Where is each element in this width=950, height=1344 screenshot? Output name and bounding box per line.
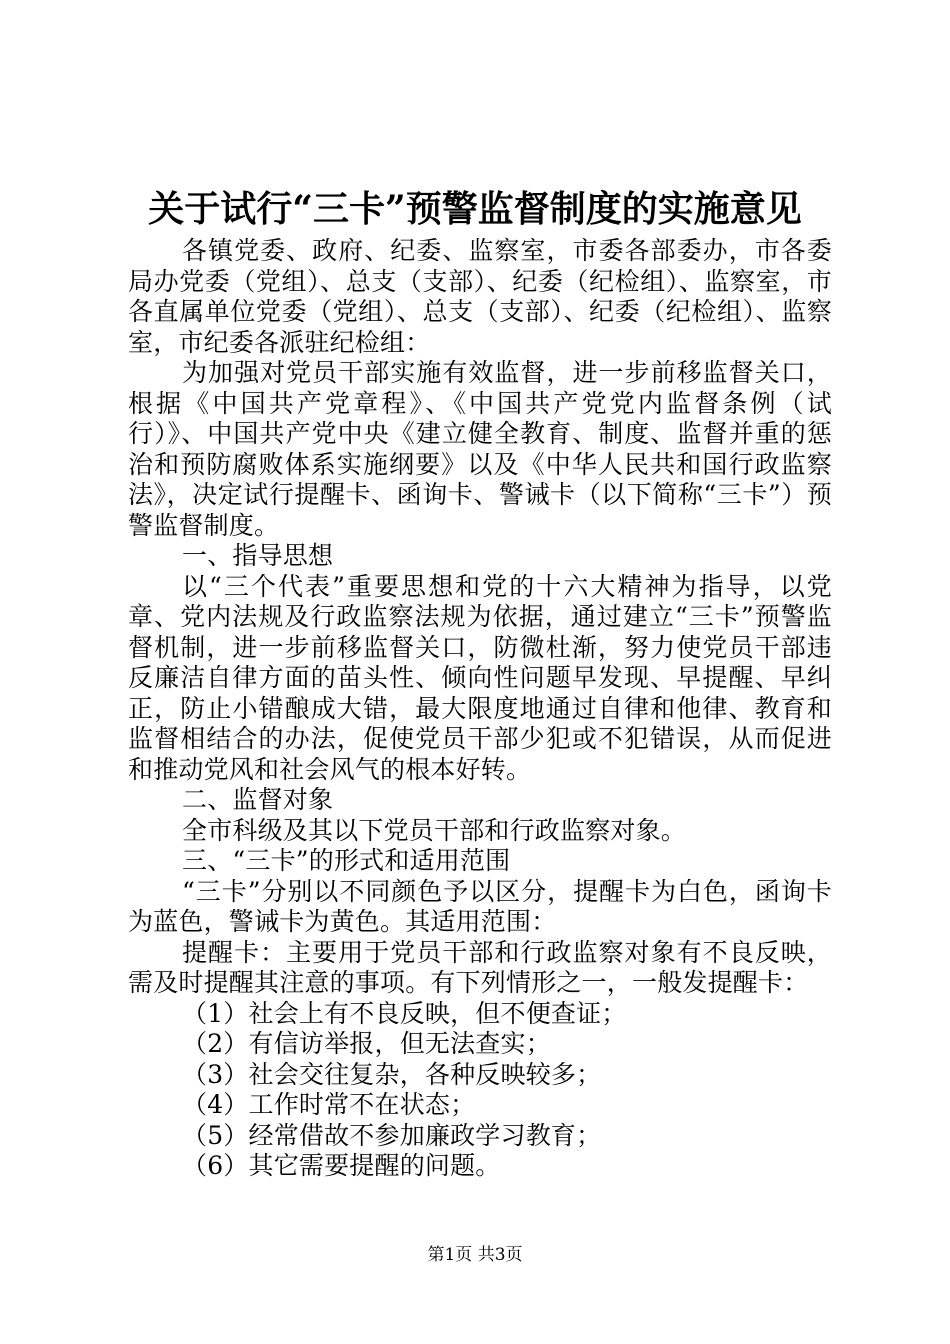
page-footer: 第1页 共3页: [427, 1245, 523, 1265]
list-item: （4）工作时常不在状态；: [182, 1090, 476, 1119]
document-title: 关于试行“三卡”预警监督制度的实施意见: [148, 188, 802, 230]
list-item: （3）社会交往复杂，各种反映较多；: [182, 1059, 602, 1089]
list-item: （1）社会上有不良反映，但不便查证；: [182, 998, 627, 1028]
list-item: （5）经常借故不参加廉政学习教育；: [182, 1120, 602, 1150]
paragraph-guiding-ideology: 以“三个代表”重要思想和党的十六大精神为指导，以党章、党内法规及行政监察法规为依据，通过建立“三卡”预警监督机制，进一步前移监督关口，防微杜渐，努力使党员干部违反廉洁自律方面的苗头性、倾向性问题早发现、早提醒、早纠正，防止小错酿成大错，最大限度地通过自律和他律、教育和监督相结合的办法，促使党员干部少犯或不犯错误，从而促进和推动党风和社会风气的根本好转。: [128, 571, 832, 784]
list-item: （2）有信访举报，但无法查实；: [182, 1029, 551, 1058]
document-body: [128, 236, 832, 1182]
section-heading-supervision-targets: 二、监督对象: [182, 785, 334, 814]
paragraph-addressees: 各镇党委、政府、纪委、监察室，市委各部委办，市各委局办党委（党组）、总支（支部）、纪委（纪检组）、监察室，市各直属单位党委（党组）、总支（支部）、纪委（纪检组）、监察室，市纪委各派驻纪检组：: [128, 236, 832, 357]
paragraph-purpose: 为加强对党员干部实施有效监督，进一步前移监督关口，根据《中国共产党章程》、《中国共产党党内监督条例（试行）》、中国共产党中央《建立健全教育、制度、监督并重的惩治和预防腐败体系实施纲要》以及《中华人民共和国行政监察法》，决定试行提醒卡、函询卡、警诫卡（以下简称“三卡”）预警监督制度。: [128, 358, 832, 540]
paragraph-supervision-targets: 全市科级及其以下党员干部和行政监察对象。: [182, 815, 687, 845]
paragraph-card-colors: “三卡”分别以不同颜色予以区分，提醒卡为白色，函询卡为蓝色，警诫卡为黄色。其适用范围：: [128, 876, 832, 936]
list-item: （6）其它需要提醒的问题。: [182, 1151, 501, 1180]
section-heading-card-forms: 三、“三卡”的形式和适用范围: [182, 846, 511, 875]
paragraph-reminder-card: 提醒卡：主要用于党员干部和行政监察对象有不良反映，需及时提醒其注意的事项。有下列情形之一，一般发提醒卡：: [128, 937, 832, 997]
section-heading-guiding-ideology: 一、指导思想: [182, 541, 334, 570]
